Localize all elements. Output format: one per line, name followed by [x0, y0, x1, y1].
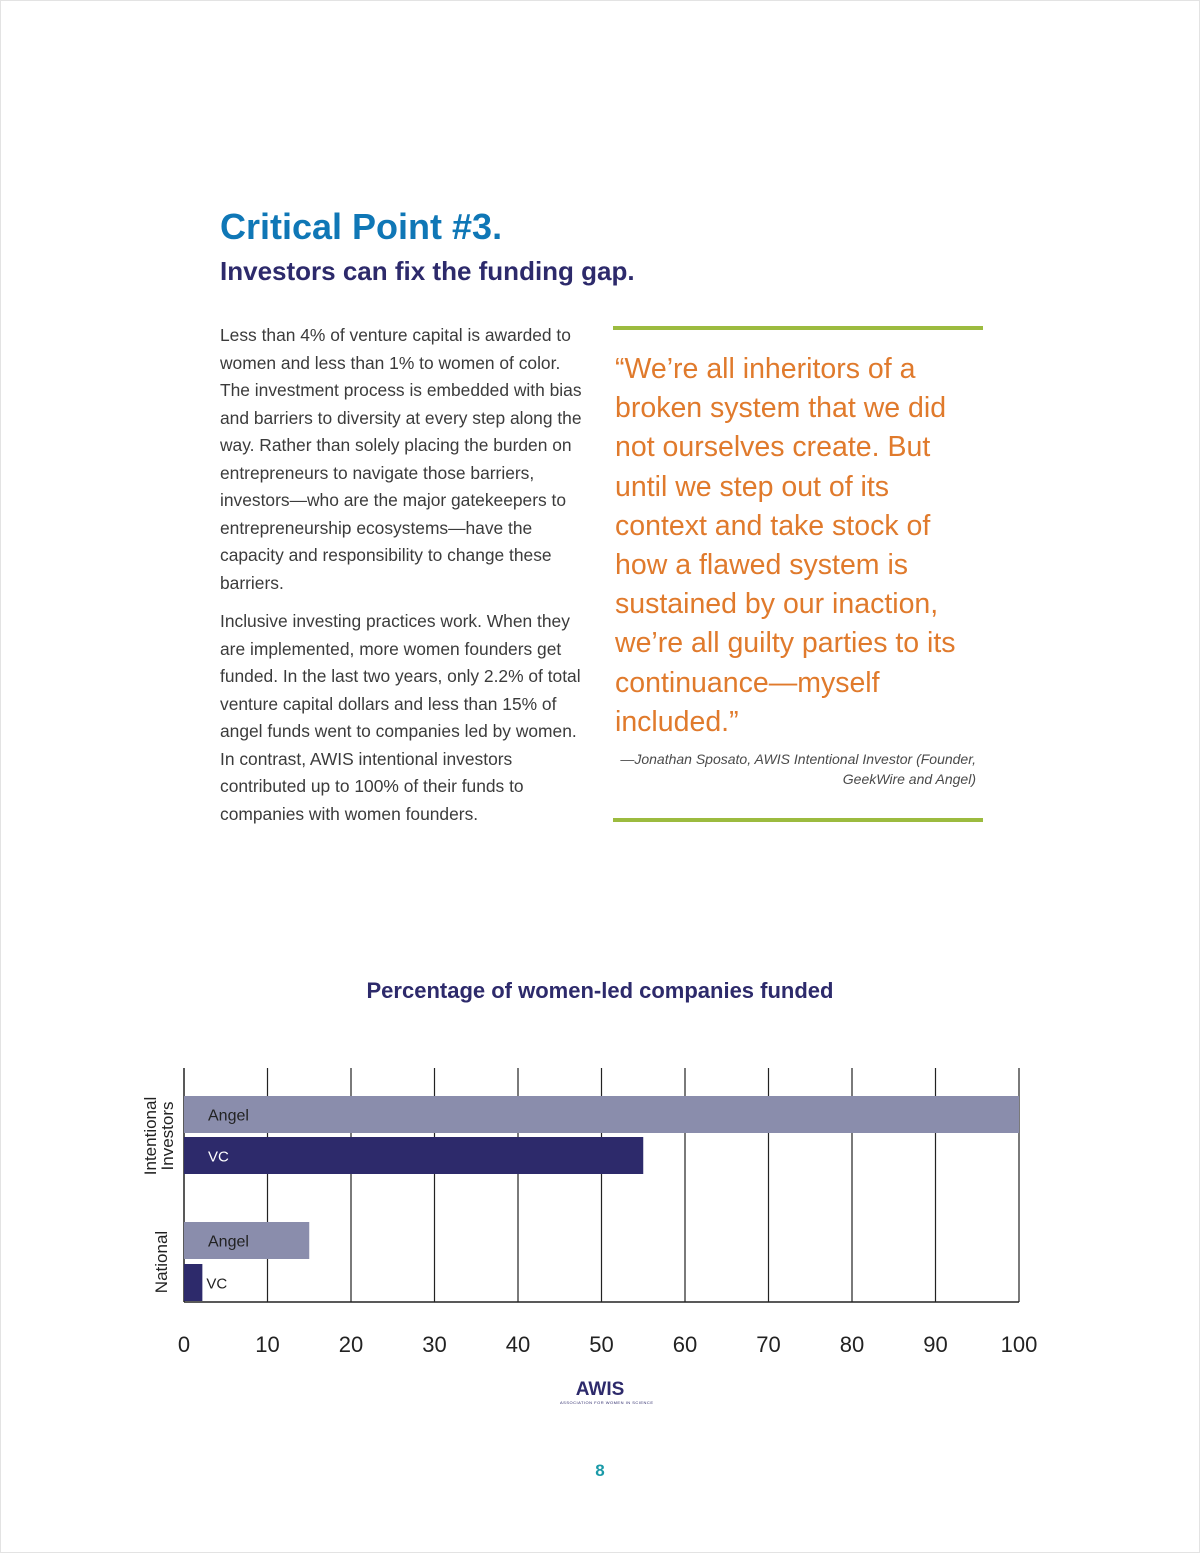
quote-bottom-rule: [613, 818, 983, 822]
bar-vc: [184, 1264, 202, 1301]
bar-label: VC: [206, 1275, 228, 1293]
x-tick-label: 60: [672, 1332, 698, 1357]
quote-top-rule: [613, 326, 983, 330]
logo-tagline: ASSOCIATION FOR WOMEN IN SCIENCE: [560, 1400, 654, 1405]
x-tick-label: 100: [1000, 1332, 1038, 1357]
x-tick-label: 20: [338, 1332, 364, 1357]
x-tick-label: 70: [756, 1332, 781, 1357]
x-tick-label: 10: [255, 1332, 280, 1357]
bar-chart: [120, 1050, 1080, 1370]
x-tick-label: 50: [589, 1332, 614, 1357]
body-paragraph-1: Less than 4% of venture capital is awarded to women and less than 1% to women of color. The investment process is embedded with bias and barriers to diversity at every step along the way. Rather than solely placing the burden on entrepreneurs to navigate those barriers, investors—who are the major gatekeepers to entrepreneurship ecosystems—have the capacity and responsibility to change these barriers.: [220, 325, 582, 593]
chart-title: Percentage of women-led companies funded: [366, 978, 834, 1003]
page-number: 8: [595, 1461, 605, 1480]
group-label-line: Investors: [158, 1101, 177, 1171]
quote-text: “We’re all inheritors of a broken system that we did not ourselves create. But until we step out of its context and take stock of how a flawed system is sustained by our inaction, we’re all guilty parties to its continuance—myself included.”: [615, 353, 956, 738]
quote-attribution: —Jonathan Sposato, AWIS Intentional Investor (Founder, GeekWire and Angel): [620, 751, 976, 787]
x-tick-label: 30: [422, 1332, 447, 1357]
bar-vc: [184, 1137, 643, 1174]
x-tick-label: 40: [505, 1332, 531, 1357]
bar-label: VC: [208, 1148, 229, 1166]
bar-angel: [184, 1096, 1019, 1133]
body-paragraph-2: Inclusive investing practices work. When they are implemented, more women founders get funded. In the last two years, only 2.2% of total venture capital dollars and less than 15% of angel funds went to companies led by women. In contrast, AWIS intentional investors contributed up to 100% of their funds to companies with women founders.: [220, 611, 581, 824]
awis-logo: [560, 1379, 654, 1405]
bar-label: Angel: [208, 1233, 249, 1251]
group-label: [141, 1097, 177, 1175]
x-tick-label: 80: [839, 1332, 865, 1357]
pull-quote: [613, 326, 983, 821]
x-tick-label: 0: [177, 1332, 191, 1357]
group-label-line: Intentional: [141, 1096, 160, 1176]
page-subheading: Investors can fix the funding gap.: [220, 256, 635, 286]
logo-wordmark: AWIS: [575, 1379, 625, 1400]
x-tick-label: 90: [923, 1332, 948, 1357]
group-label: [152, 1231, 171, 1293]
bar-label: Angel: [208, 1107, 249, 1125]
page-heading: Critical Point #3.: [220, 206, 503, 247]
body-text: [220, 322, 592, 839]
group-label-line: National: [152, 1230, 171, 1294]
